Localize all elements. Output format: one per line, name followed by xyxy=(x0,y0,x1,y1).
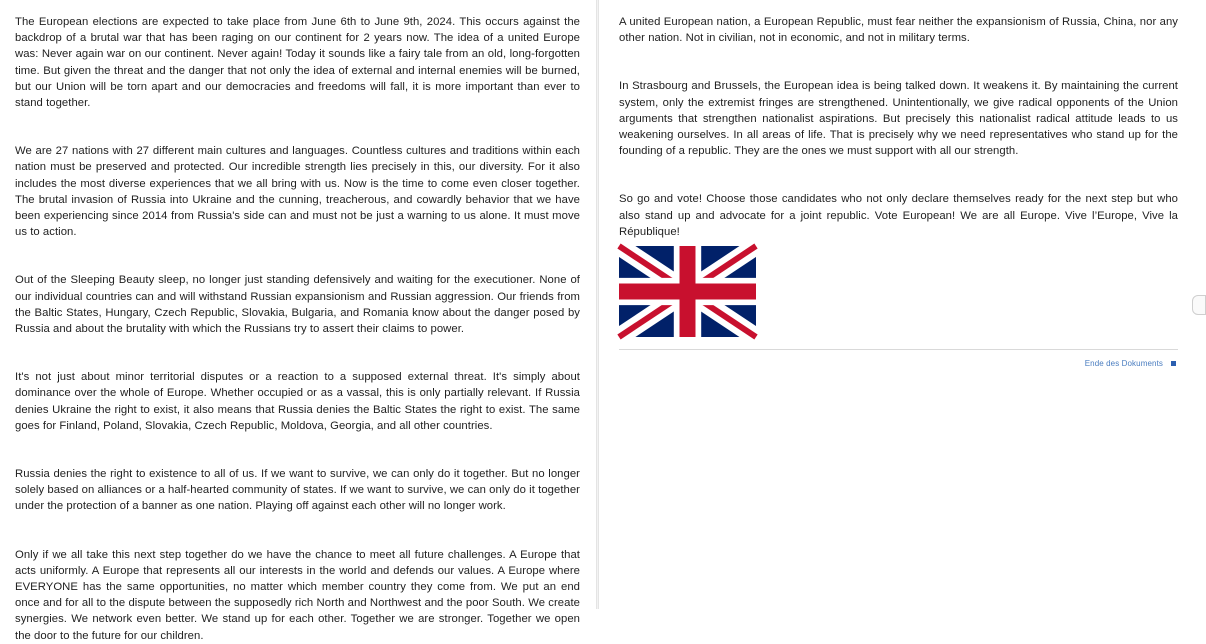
end-divider xyxy=(619,349,1178,350)
paragraph: In Strasbourg and Brussels, the European idea is being talked down. It weakens it. By maintaining the current system, only the extremist fringes are strengthened. Unintentionally, we give radical opponents of the Union arguments that strengthen nationalist aspirations. But precisely this nationalist radical attitude leads to us weakening ourselves. In all areas of life. That is precisely why we need representatives who stand up for the founding of a republic. They are the ones we must support with all our strength. xyxy=(619,80,1178,158)
side-panel-handle[interactable] xyxy=(1192,295,1206,315)
paragraph: A united European nation, a European Republic, must fear neither the expansionism of Russia, China, nor any other nation. Not in civilian, not in economic, and not in military terms. xyxy=(619,16,1178,45)
paragraph: Out of the Sleeping Beauty sleep, no longer just standing defensively and waiting for the executioner. None of our individual countries can and will withstand Russian expansionism and Russian aggression. Our friends from the Baltic States, Hungary, Czech Republic, Slovakia, Bulgaria, and Romania know about the danger posed by Russia and about the brutality with which the Russians try to assert their claims to power. xyxy=(15,274,580,336)
paragraph: So go and vote! Choose those candidates who not only declare themselves ready for the next step but who also stand up and advocate for a joint republic. Vote European! We are all Europe. Vive l’Europe, Vive la République! xyxy=(619,193,1178,238)
paragraph: The European elections are expected to take place from June 6th to June 9th, 2024. This occurs against the backdrop of a brutal war that has been raging on our continent for 2 years now. The idea of a united Europe was: Never again war on our continent. Never again! Today it sounds like a fairy tale from an old, long-forgotten time. But given the threat and the danger that not only the idea of external and internal enemies will be burned, but our Union will be torn apart and our democracies and freedoms will fall, it is more important than ever to stand together. xyxy=(15,16,580,110)
end-of-document-label: Ende des Dokuments xyxy=(1084,359,1163,369)
paragraph: Russia denies the right to existence to all of us. If we want to survive, we can only do it together. But no longer solely based on alliances or a half-hearted community of states. If we want to survive, we can only do it together under the protection of a banner as one nation. Playing off against each other will no longer work. xyxy=(15,468,580,513)
paragraph: It's not just about minor territorial disputes or a reaction to a supposed external threat. It's simply about dominance over the whole of Europe. Whether occupied or as a vassal, this is only partially relevant. If Russia denies Ukraine the right to exist, it also means that Russia denies the Baltic States the right to exist. The same goes for Finland, Poland, Slovakia, Czech Republic, Moldova, Georgia, and all other countries. xyxy=(15,371,580,432)
union-jack-flag-graphic xyxy=(619,246,756,337)
document-page-right xyxy=(599,0,1200,609)
document-page-left xyxy=(0,0,596,642)
end-of-document-marker xyxy=(619,359,1178,368)
union-jack-flag-image xyxy=(619,246,756,337)
end-square-icon xyxy=(1171,361,1176,366)
paragraph: We are 27 nations with 27 different main cultures and languages. Countless cultures and traditions within each nation must be preserved and protected. Our incredible strength lies precisely in this, our diversity. For it also includes the most diverse experiences that we all bring with us. Now is the time to come even closer together. The brutal invasion of Russia into Ukraine and the cunning, treacherous, and cowardly behavior that we have been experiencing since 2014 from Russia's side can and must not be just a warning to us alone. It must move us to action. xyxy=(15,145,580,239)
paragraph: Only if we all take this next step together do we have the chance to meet all future challenges. A Europe that acts uniformly. A Europe that represents all our interests in the world and defends our values. A Europe where EVERYONE has the same opportunities, no matter which member country they come from. We put an end once and for all to the dispute between the supposedly rich North and Northwest and the poor South. We create synergies. We network even better. We stand up for each other. Together we are stronger. Together we open the door to the future for our children. xyxy=(15,548,580,642)
